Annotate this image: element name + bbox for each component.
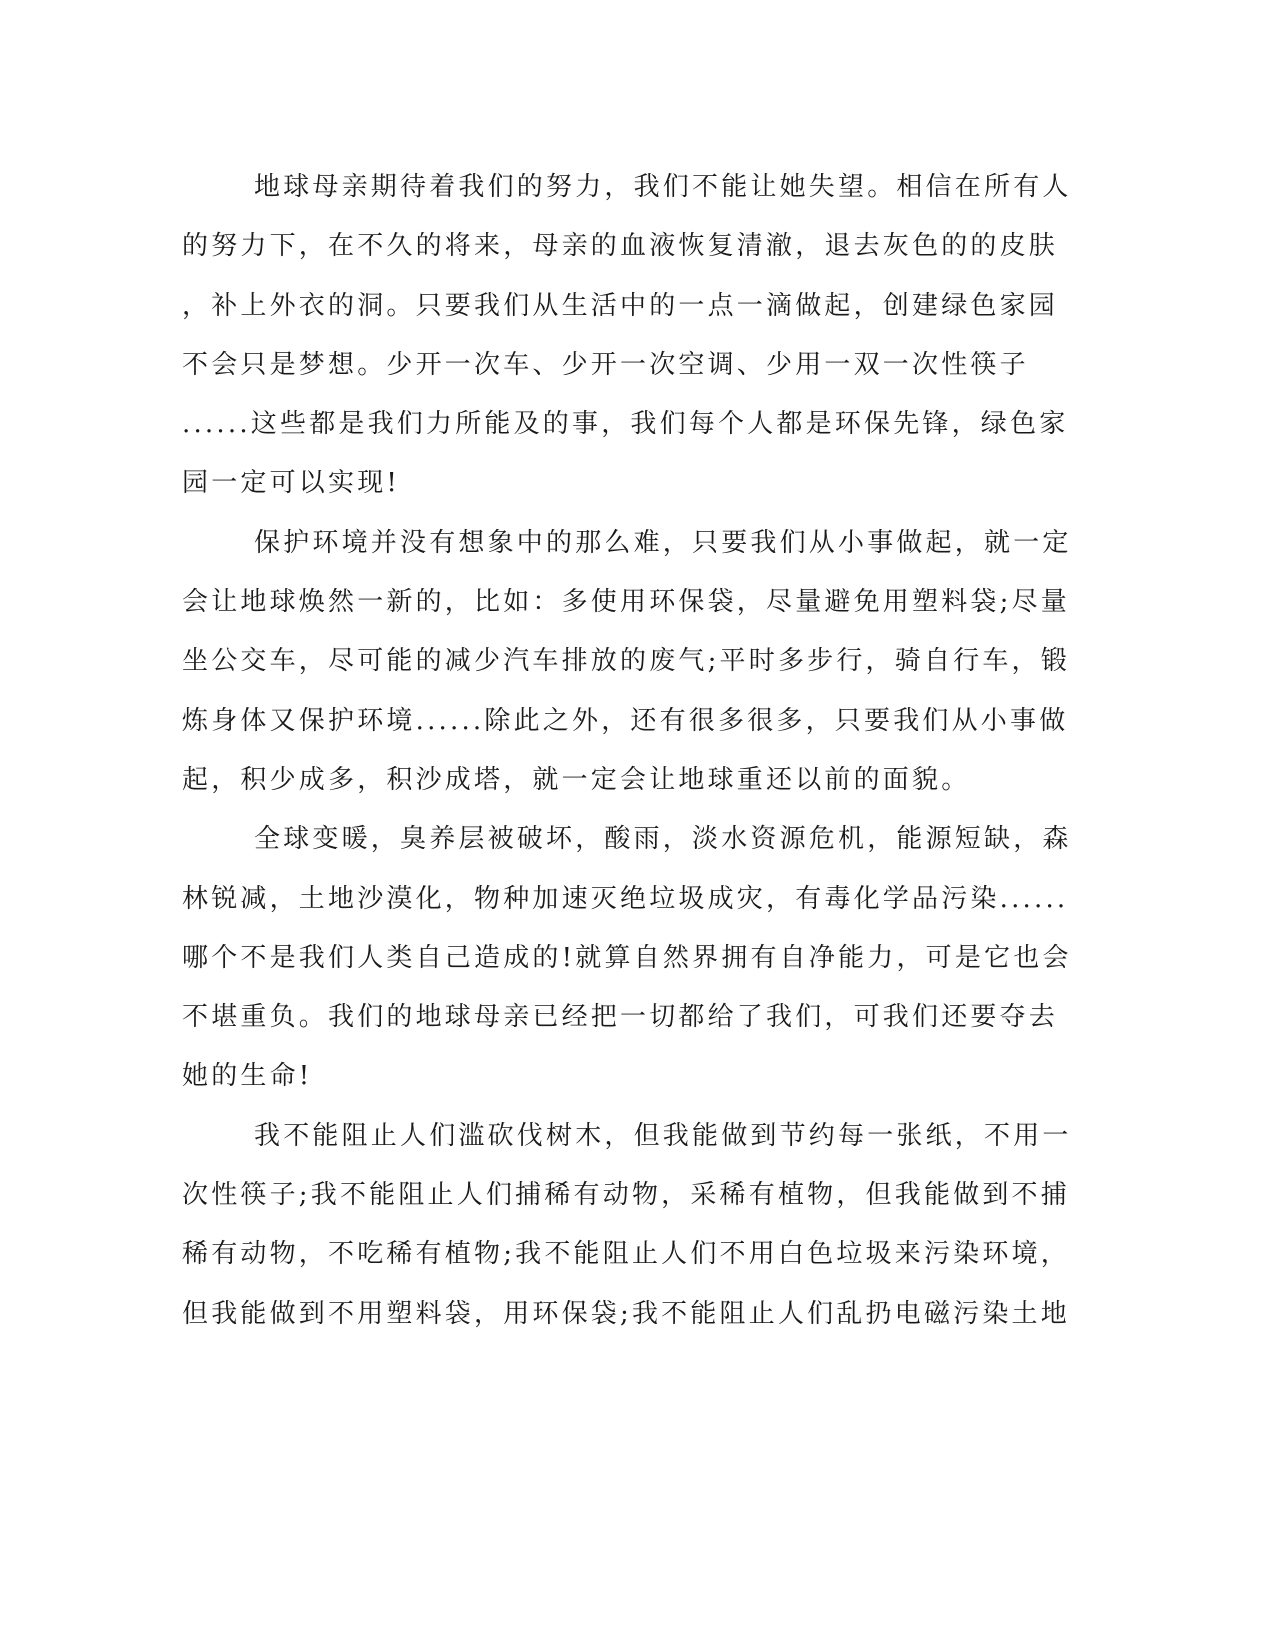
document-body [182, 158, 1072, 1344]
text-line: 不会只是梦想。少开一次车、少开一次空调、少用一双一次性筷子 [182, 349, 1029, 380]
text-line: 会让地球焕然一新的，比如：多使用环保袋，尽量避免用塑料袋;尽量 [182, 587, 1070, 618]
text-line: 稀有动物，不吃稀有植物;我不能阻止人们不用白色垃圾来污染环境， [182, 1239, 1070, 1270]
text-line: 不堪重负。我们的地球母亲已经把一切都给了我们，可我们还要夺去 [182, 1002, 1059, 1033]
text-line: 炼身体又保护环境......除此之外，还有很多很多，只要我们从小事做 [182, 705, 1069, 736]
text-line: 但我能做到不用塑料袋，用环保袋;我不能阻止人们乱扔电磁污染土地 [182, 1298, 1070, 1329]
text-line: 哪个不是我们人类自己造成的!就算自然界拥有自净能力，可是它也会 [182, 942, 1072, 973]
text-line: 全球变暖，臭养层被破坏，酸雨，淡水资源危机，能源短缺，森 [254, 824, 1072, 855]
paragraph-global-warming [182, 810, 1072, 1106]
text-line: 坐公交车，尽可能的减少汽车排放的废气;平时多步行，骑自行车，锻 [182, 646, 1070, 677]
text-line: 的努力下，在不久的将来，母亲的血液恢复清澈，退去灰色的的皮肤 [182, 231, 1059, 262]
text-line: 地球母亲期待着我们的努力，我们不能让她失望。相信在所有人 [254, 172, 1072, 202]
paragraph-earth-mother [182, 158, 1072, 514]
paragraph-what-i-can-do [182, 1107, 1072, 1344]
text-line: 林锐减，土地沙漠化，物种加速灭绝垃圾成灾，有毒化学品污染...... [182, 883, 1069, 914]
text-line: ......这些都是我们力所能及的事，我们每个人都是环保先锋，绿色家 [182, 409, 1069, 440]
text-line: 她的生命! [182, 1061, 313, 1092]
text-line: 次性筷子;我不能阻止人们捕稀有动物，采稀有植物，但我能做到不捕 [182, 1180, 1070, 1211]
text-line: 我不能阻止人们滥砍伐树木，但我能做到节约每一张纸，不用一 [254, 1120, 1072, 1151]
text-line: ，补上外衣的洞。只要我们从生活中的一点一滴做起，创建绿色家园 [182, 290, 1059, 321]
text-line: 园一定可以实现! [182, 468, 401, 499]
text-line: 起，积少成多，积沙成塔，就一定会让地球重还以前的面貌。 [182, 764, 971, 795]
paragraph-protect-environment [182, 514, 1072, 810]
text-line: 保护环境并没有想象中的那么难，只要我们从小事做起，就一定 [254, 527, 1072, 558]
